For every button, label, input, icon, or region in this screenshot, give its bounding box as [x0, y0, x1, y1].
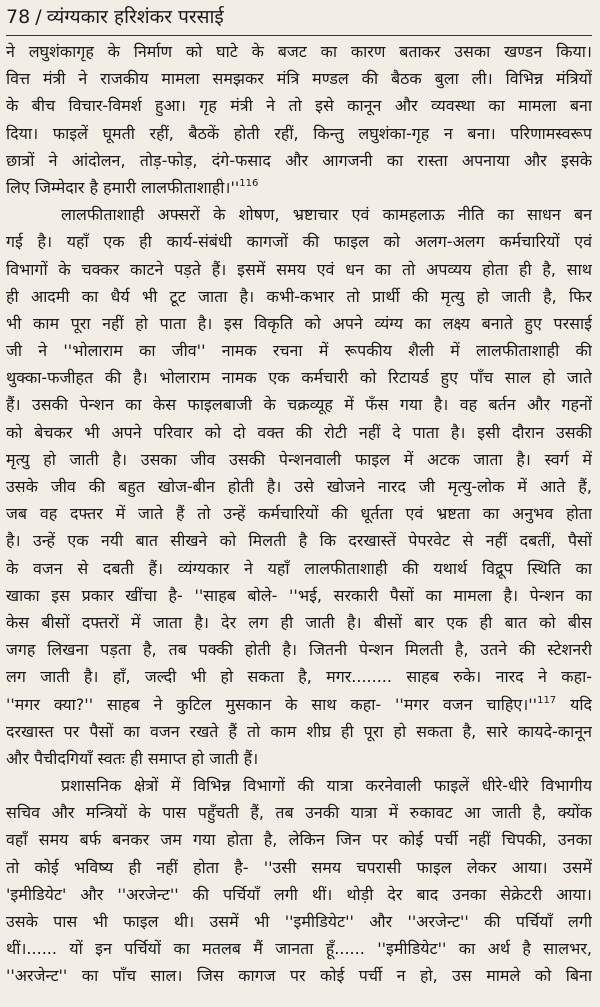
line-text: जब वह दफ्तर में जाते हैं तो उन्हें कर्मचारियों की धूर्तता एवं भ्रष्टता का अनुभव होता: [6, 504, 592, 524]
text-line: [6, 908, 592, 935]
text-line: [6, 881, 592, 908]
line-text: लग जाती है। हाँ, जल्दी भी हो सकता है, मगर........ साहब रुके। नारद ने कहा-: [6, 667, 592, 687]
footnote-marker: 117: [537, 694, 557, 706]
text-line: [6, 256, 592, 283]
line-text: सचिव और मन्त्रियों के पास पहुँचती हैं, तब उनकी यात्रा में रुकावट आ जाती है, क्योंक: [6, 803, 592, 823]
line-text: को बेचकर भी अपने परिवार को दो वक्त की रोटी नहीं दे पाता है। इसी दौरान उसकी: [6, 422, 592, 442]
line-text: केस बीसों दफ्तरों में जाता है। देर लग ही जाती है। बीसों बार एक ही बात को बीस: [6, 612, 592, 632]
line-text: मृत्यु हो जाती है। उसका जीव उसकी पेन्शनवाली फाइल में अटक जाता है। स्वर्ग में: [6, 449, 592, 469]
text-line: [6, 718, 592, 745]
line-text: वित्त मंत्री ने राजकीय मामला समझकर मंत्रि मण्डल की बैठक बुला ली। विभिन्न मंत्रियों: [6, 69, 592, 89]
text-line: [6, 92, 592, 119]
text-line: [6, 310, 592, 337]
text-line: [6, 391, 592, 418]
page-number: 78: [6, 6, 31, 28]
line-text: लालफीताशाही अफ्सरों के शोषण, भ्रष्टाचार एवं कामहलाऊ नीति का साधन बन: [61, 205, 592, 225]
text-line: [6, 609, 592, 636]
text-line: [6, 364, 592, 391]
line-text: थीं।...... यों इन पर्चियों का मतलब मैं जानता हूँ...... ''इमीडियेट'' का अर्थ है सालभर,: [6, 939, 592, 959]
text-line: [6, 582, 592, 609]
text-line: [6, 147, 592, 174]
line-text: ही आदमी का धैर्य भी टूट जाता है। कभी-कभार तो प्रार्थी की मृत्यु हो जाती है, फिर: [6, 286, 592, 306]
text-line: [6, 174, 592, 201]
line-text: वहाँ समय बर्फ बनकर जम गया होता है, लेकिन जिन पर कोई पर्ची नहीं चिपकी, उनका: [6, 830, 592, 850]
text-line: [6, 337, 592, 364]
line-text: ''मगर क्या?'' साहब ने कुटिल मुसकान के साथ कहा- ''मगर वजन चाहिए।'': [6, 694, 538, 714]
text-line: [6, 38, 592, 65]
line-text: के वजन से दबती हैं। व्यंग्यकार ने यहाँ लालफीताशाही की यथार्थ विद्रूप स्थिति का: [6, 558, 592, 578]
line-text: गई है। यहाँ एक ही कार्य-संबंधी कागजों की फाइल को अलग-अलग कर्मचारियों एवं: [6, 232, 592, 252]
text-line: [6, 772, 592, 799]
text-line: [6, 555, 592, 582]
running-header: [6, 2, 592, 36]
line-text: प्रशासनिक क्षेत्रों में विभिन्न विभागों की यात्रा करनेवाली फाइलें धीरे-धीरे विभागीय: [61, 776, 592, 796]
line-text: थुक्का-फजीहत की है। भोलाराम नामक एक कर्मचारी को रिटायर्ड हुए पाँच साल हो जाते: [6, 368, 592, 388]
line-text: लिए जिम्मेदार है हमारी लालफीताशाही।'': [6, 177, 240, 197]
text-line: [6, 527, 592, 554]
text-line: [6, 446, 592, 473]
line-text: 'इमीडियेट' और ''अरजेन्ट'' की पर्चियाँ लगी थीं। थोड़ी देर बाद उनका सेक्रेटरी आया।: [6, 884, 592, 904]
line-text: विभागों के चक्कर काटने पड़ते हैं। इसमें समय एवं धन का तो अपव्यय होता ही है, साथ: [6, 259, 592, 279]
text-line: [6, 283, 592, 310]
line-text: ''अरजेन्ट'' का पाँच साल। जिस कागज पर कोई पर्ची न हो, उस मामले को बिना: [6, 966, 592, 986]
line-text: खाका इस प्रकार खींचा है- ''साहब बोले- ''भई, सरकारी पैसों का मामला है। पेन्शन का: [6, 585, 592, 605]
line-text: उसके पास भी फाइल थी। उसमें भी ''इमीडियेट'' और ''अरजेन्ट'' की पर्चियाँ लगी: [6, 912, 592, 931]
line-text: है। उन्हें एक नयी बात सीखने को मिलती है कि दरखास्तें पेपरवेट से नहीं दबतीं, पैसों: [6, 531, 592, 551]
text-line: [6, 854, 592, 881]
text-line: [6, 201, 592, 228]
text-line: [6, 473, 592, 500]
text-line: [6, 745, 592, 772]
text-line: [6, 826, 592, 853]
line-text-after-marker: यदि: [556, 694, 592, 714]
text-line: [6, 500, 592, 527]
line-text: दरखास्त पर पैसों का वजन रखते हैं तो काम शीघ्र ही पूरा हो सकता है, सारे कायदे-कानून: [6, 721, 592, 741]
line-text: ने लघुशंकागृह के निर्माण को घाटे के बजट का कारण बताकर उसका खण्डन किया।: [6, 42, 592, 61]
line-text: उसके जीव की बहुत खोज-बीन होती है। उसे खोजने नारद जी मृत्यु-लोक में आते हैं,: [6, 477, 592, 496]
header-separator: /: [35, 6, 42, 28]
line-text: भी काम पूरा नहीं हो पाता है। इस विकृति को अपने व्यंग्य का लक्ष्य बनाते हुए परसाई: [6, 313, 592, 333]
body-text: [6, 38, 592, 990]
text-line: [6, 799, 592, 826]
text-line: [6, 691, 592, 718]
line-text: तो कोई भविष्य ही नहीं होता है- ''उसी समय चपरासी फाइल लेकर आया। उसमें: [6, 857, 592, 877]
running-title: व्यंग्यकार हरिशंकर परसाई: [46, 6, 224, 28]
text-line: [6, 962, 592, 989]
text-line: [6, 663, 592, 690]
text-line: [6, 419, 592, 446]
footnote-marker: 116: [239, 177, 259, 189]
text-line: [6, 636, 592, 663]
line-text: छात्रों ने आंदोलन, तोड़-फोड़, दंगे-फसाद और आगजनी का रास्ता अपनाया और इसके: [6, 150, 592, 170]
text-line: [6, 65, 592, 92]
line-text: और पैचीदगियाँ स्वतः ही समाप्त हो जाती हैं।: [6, 748, 259, 768]
line-text: दिया। फाइलें घूमती रहीं, बैठकें होती रहीं, किन्तु लघुशंका-गृह न बना। परिणामस्वरूप: [6, 123, 592, 143]
text-line: [6, 120, 592, 147]
line-text: जी ने ''भोलाराम का जीव'' नामक रचना में रूपकीय शैली में लालफीताशाही की: [6, 341, 592, 361]
line-text: के बीच विचार-विमर्श हुआ। गृह मंत्री ने तो इसे कानून और व्यवस्था का मामला बना: [6, 96, 592, 116]
line-text: जगह लिखना पड़ता है, तब पक्की होती है। जितनी पेन्शन मिलती है, उतने की स्टेशनरी: [6, 640, 592, 660]
line-text: हैं। उसकी पेन्शन का केस फाइलबाजी के चक्रव्यूह में फँस गया है। वह बर्तन और गहनों: [6, 395, 592, 415]
text-line: [6, 228, 592, 255]
text-line: [6, 935, 592, 962]
